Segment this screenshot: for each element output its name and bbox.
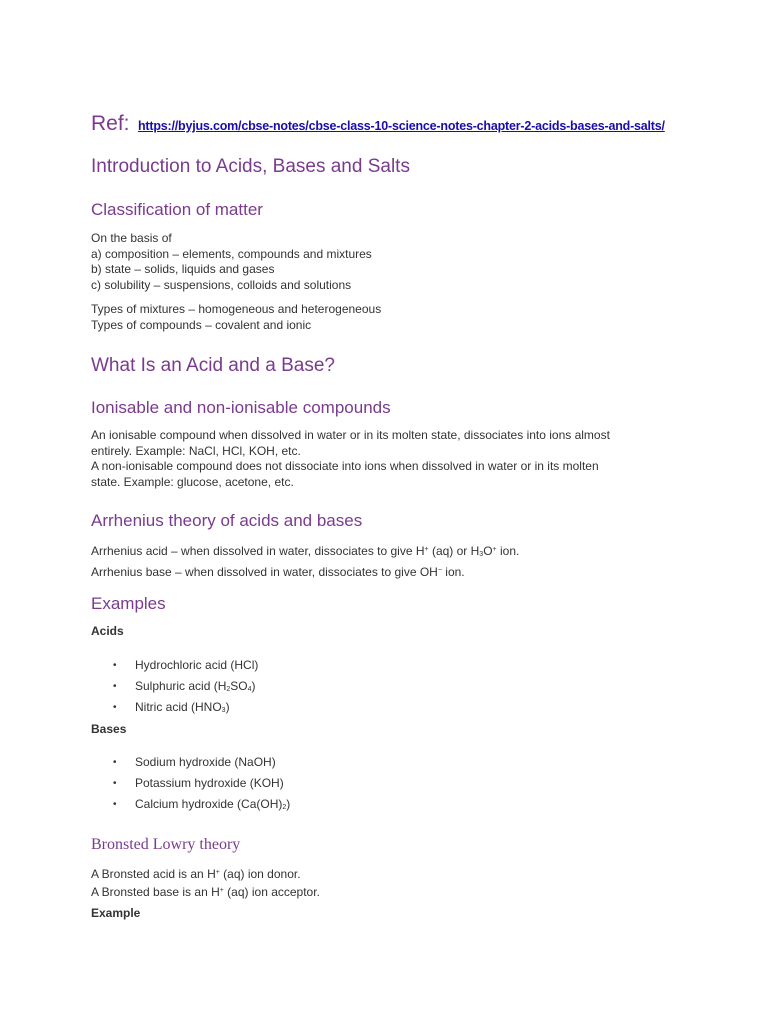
list-item: • Sulphuric acid $(H_2SO_4)$ [91, 676, 258, 697]
reference-line [91, 112, 665, 136]
list-item: • Calcium hydroxide $(Ca(OH)_2)$ [91, 794, 290, 815]
types-line: Types of compounds – covalent and ionic [91, 317, 312, 332]
bronsted-acid-line: A Bronsted acid is an H+ (aq) ion donor. [91, 867, 301, 881]
arrhenius-text [91, 542, 519, 580]
types-text [91, 302, 381, 333]
types-line: Types of mixtures – homogeneous and heterogeneous [91, 302, 382, 316]
acids-label: Acids [91, 624, 124, 638]
classification-line: c) solubility – suspensions, colloids and solutions [91, 277, 352, 292]
classification-line: a) composition – elements, compounds and mixtures [91, 246, 372, 261]
arrhenius-base-line: Arrhenius base – when dissolved in water, dissociates to give OH− ion. [91, 564, 465, 579]
arrhenius-heading: Arrhenius theory of acids and bases [91, 511, 363, 530]
ionisable-line: state. Example: glucose, acetone, etc. [91, 474, 294, 489]
ref-label: Ref: [91, 112, 130, 135]
arrhenius-acid-line: Arrhenius acid – when dissolved in water, dissociates to give H+ (aq) or $H_3O^+$ ion. [91, 544, 520, 558]
acids-list [91, 655, 258, 718]
bronsted-text [91, 865, 320, 900]
list-item: • Potassium hydroxide (KOH) [91, 773, 290, 794]
bronsted-base-line: A Bronsted base is an H+ (aq) ion acceptor. [91, 884, 320, 899]
classification-line: On the basis of [91, 231, 172, 245]
ionisable-line: entirely. Example: NaCl, HCl, KOH, etc. [91, 443, 301, 458]
bases-label: Bases [91, 722, 127, 736]
example-label: Example [91, 906, 141, 920]
ref-link[interactable]: https://byjus.com/cbse-notes/cbse-class-10-science-notes-chapter-2-acids-bases-and-salts/ [137, 119, 665, 133]
intro-title: Introduction to Acids, Bases and Salts [91, 156, 410, 177]
examples-heading: Examples [91, 594, 166, 613]
ionisable-line: A non-ionisable compound does not dissociate into ions when dissolved in water or in its molten [91, 459, 599, 473]
bronsted-heading: Bronsted Lowry theory [91, 836, 241, 853]
list-item: • Sodium hydroxide (NaOH) [91, 752, 290, 773]
classification-line: b) state – solids, liquids and gases [91, 262, 275, 276]
ionisable-line: An ionisable compound when dissolved in water or in its molten state, dissociates into ions almost [91, 428, 610, 442]
ionisable-text [91, 428, 610, 490]
classification-text [91, 231, 372, 293]
list-item: • Hydrochloric acid (HCl) [91, 655, 258, 676]
list-item: • Nitric acid $(HNO_3)$ [91, 697, 258, 718]
bases-list [91, 752, 290, 815]
classification-heading: Classification of matter [91, 200, 263, 219]
acid-base-title: What Is an Acid and a Base? [91, 355, 335, 376]
ionisable-heading: Ionisable and non-ionisable compounds [91, 398, 391, 417]
